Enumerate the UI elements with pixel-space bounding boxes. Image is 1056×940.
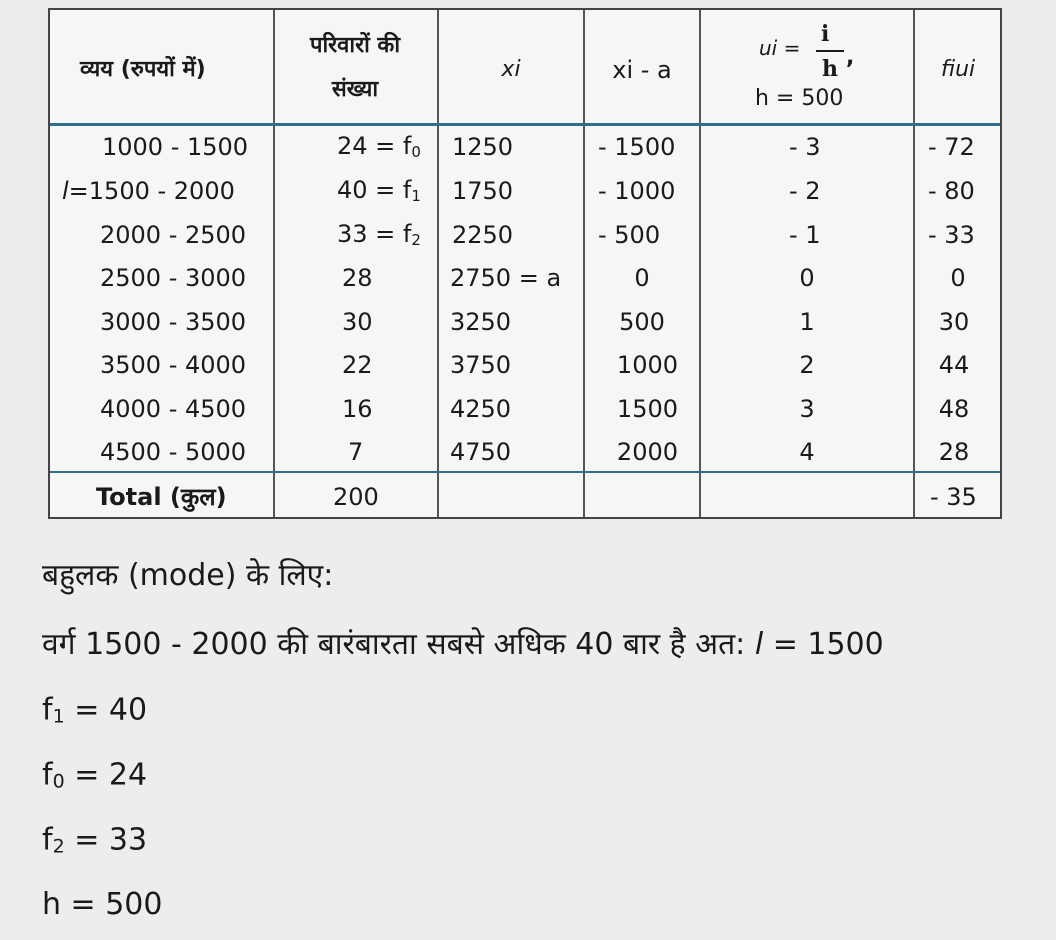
class-cell: 4500 - 5000 bbox=[100, 438, 247, 466]
header-ui-numerator: i bbox=[821, 21, 830, 47]
ui-cell: 1 bbox=[799, 308, 815, 336]
class-cell: 3000 - 3500 bbox=[100, 308, 247, 336]
freq-cell: $33 = f_2$ bbox=[337, 220, 421, 249]
fiui-cell: 30 bbox=[938, 308, 970, 336]
fiui-cell: - 72 bbox=[928, 133, 975, 161]
xi-cell: 3250 bbox=[450, 308, 512, 336]
ui-cell: 4 bbox=[799, 438, 815, 466]
ui-cell: - 1 bbox=[789, 221, 821, 249]
total-divider bbox=[50, 471, 1000, 473]
header-xi: xi bbox=[501, 57, 521, 82]
column-divider bbox=[437, 10, 439, 517]
class-cell: l=1500 - 2000 bbox=[62, 177, 235, 205]
xi-cell: 2750 = a bbox=[450, 264, 562, 292]
xi-cell: 4750 bbox=[450, 438, 512, 466]
fiui-cell: 0 bbox=[950, 264, 966, 292]
header-fiui: fiui bbox=[940, 57, 976, 82]
class-cell: 3500 - 4000 bbox=[100, 351, 247, 379]
ui-cell: 3 bbox=[799, 395, 815, 423]
xi-a-cell: 1500 bbox=[616, 395, 678, 423]
class-cell: 1000 - 1500 bbox=[102, 133, 249, 161]
class-cell: 2500 - 3000 bbox=[100, 264, 247, 292]
xi-cell: 4250 bbox=[450, 395, 512, 423]
header-families-line1: परिवारों की bbox=[309, 33, 401, 58]
xi-a-cell: 0 bbox=[634, 264, 650, 292]
f0-line: f0 = 24 bbox=[42, 757, 148, 793]
mode-heading: बहुलक (mode) के लिए: bbox=[42, 558, 334, 593]
total-label: Total (कुल) bbox=[96, 483, 227, 511]
class-cell: 2000 - 2500 bbox=[100, 221, 247, 249]
xi-a-cell: 500 bbox=[619, 308, 665, 336]
class-cell: 4000 - 4500 bbox=[100, 395, 247, 423]
header-xi-minus-a: xi - a bbox=[612, 56, 672, 84]
xi-cell: 2250 bbox=[452, 221, 514, 249]
fiui-cell: 28 bbox=[938, 438, 970, 466]
header-expenditure: व्यय (रुपयों में) bbox=[80, 57, 206, 82]
xi-a-cell: - 1500 bbox=[598, 133, 676, 161]
xi-a-cell: 1000 bbox=[616, 351, 678, 379]
fiui-cell: - 80 bbox=[928, 177, 975, 205]
header-ui-comma: , bbox=[846, 45, 855, 70]
freq-cell: 16 bbox=[342, 395, 373, 423]
total-freq: 200 bbox=[333, 483, 379, 511]
fiui-cell: 48 bbox=[938, 395, 970, 423]
total-fiui: - 35 bbox=[930, 483, 977, 511]
ui-cell: - 3 bbox=[789, 133, 821, 161]
header-divider bbox=[50, 123, 1000, 126]
xi-cell: 1750 bbox=[452, 177, 514, 205]
ui-cell: 2 bbox=[799, 351, 815, 379]
modal-class-line: वर्ग 1500 - 2000 की बारंबारता सबसे अधिक 40 बार है अत: l = 1500 bbox=[42, 627, 884, 662]
ui-cell: - 2 bbox=[789, 177, 821, 205]
fraction-bar bbox=[816, 50, 844, 52]
freq-cell: $40 = f_1$ bbox=[337, 176, 421, 205]
header-ui-denominator: h bbox=[822, 56, 838, 82]
fiui-cell: 44 bbox=[938, 351, 970, 379]
xi-a-cell: - 500 bbox=[598, 221, 661, 249]
xi-a-cell: 2000 bbox=[616, 438, 678, 466]
fiui-cell: - 33 bbox=[928, 221, 975, 249]
header-ui-formula: ui = bbox=[759, 36, 801, 60]
f1-line: f1 = 40 bbox=[42, 692, 148, 728]
freq-cell: 28 bbox=[342, 264, 373, 292]
ui-cell: 0 bbox=[799, 264, 815, 292]
header-families-line2: संख्या bbox=[331, 77, 379, 102]
f2-line: f2 = 33 bbox=[42, 822, 148, 858]
h-line: h = 500 bbox=[42, 887, 163, 922]
freq-cell: 22 bbox=[342, 351, 373, 379]
frequency-table bbox=[48, 8, 1002, 519]
xi-cell: 3750 bbox=[450, 351, 512, 379]
freq-cell: 30 bbox=[342, 308, 373, 336]
xi-cell: 1250 bbox=[452, 133, 514, 161]
header-h-value: h = 500 bbox=[755, 86, 844, 111]
freq-cell: $24 = f_0$ bbox=[337, 132, 421, 161]
xi-a-cell: - 1000 bbox=[598, 177, 676, 205]
freq-cell: 7 bbox=[348, 438, 364, 466]
